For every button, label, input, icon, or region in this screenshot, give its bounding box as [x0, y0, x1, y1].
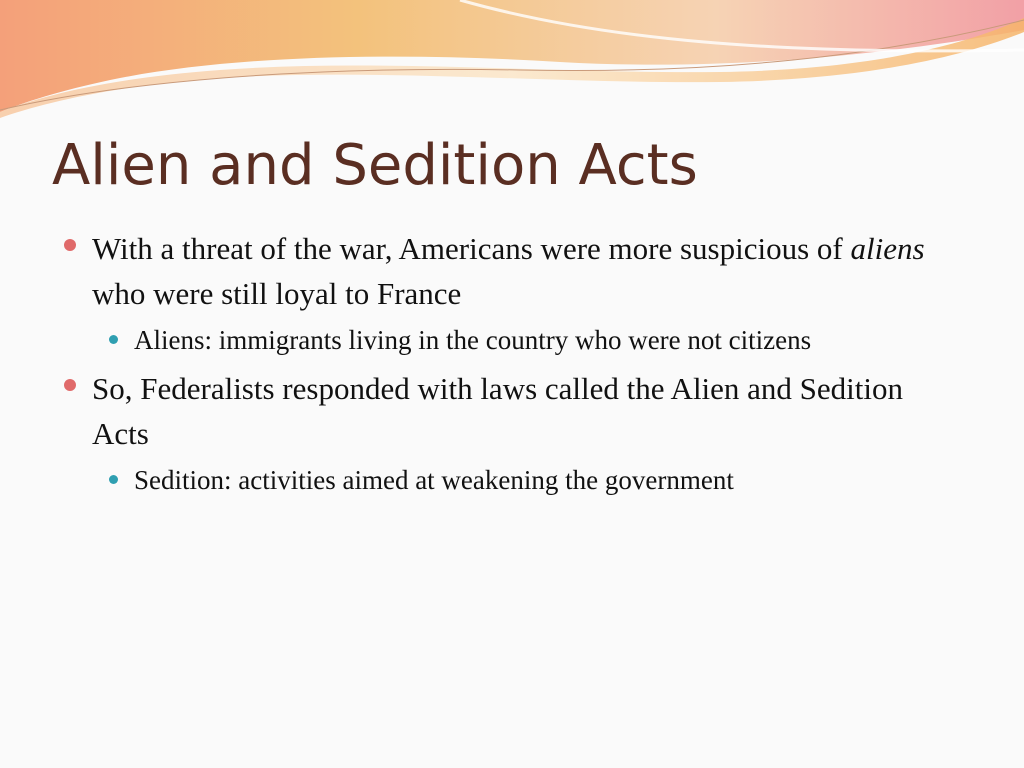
sub-bullet-dot-icon	[109, 475, 118, 484]
sub-bullet-dot-icon	[109, 335, 118, 344]
decorative-wave-banner	[0, 0, 1024, 120]
bullet-list	[62, 226, 962, 506]
bullet-item	[62, 226, 962, 316]
sub-bullet-item	[62, 320, 962, 360]
sub-bullet-text: Sedition: activities aimed at weakening the government	[134, 465, 734, 495]
sub-bullet-text: Aliens: immigrants living in the country who were not citizens	[134, 325, 812, 355]
bullet-dot-icon	[64, 239, 76, 251]
bullet-text-continued: who were still loyal to France	[92, 276, 462, 311]
bullet-text: With a threat of the war, Americans were more suspicious of	[92, 231, 851, 266]
bullet-emphasis: aliens	[850, 231, 925, 266]
bullet-dot-icon	[64, 379, 76, 391]
bullet-text: So, Federalists responded with laws called the Alien and Sedition Acts	[92, 371, 904, 451]
bullet-item	[62, 366, 962, 456]
slide-title: Alien and Sedition Acts	[52, 133, 698, 198]
sub-bullet-item	[62, 460, 962, 500]
